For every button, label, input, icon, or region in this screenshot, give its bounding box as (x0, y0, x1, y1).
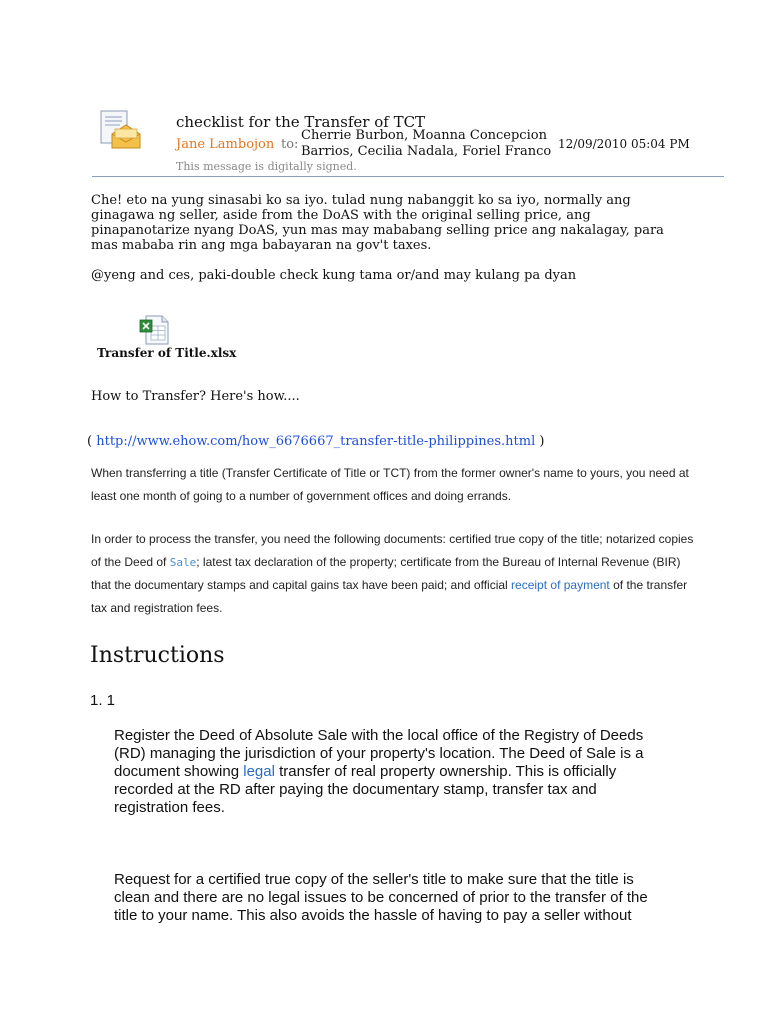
recipients-line: Cherrie Burbon, Moanna Concepcion (301, 128, 547, 143)
excel-file-icon[interactable] (138, 314, 170, 346)
source-link[interactable]: http://www.ehow.com/how_6676667_transfer-title-philippines.html (96, 434, 536, 449)
email-date: 12/09/2010 05:04 PM (558, 137, 690, 151)
article-paragraph: When transferring a title (Transfer Certificate of Title or TCT) from the former owner's name to yours, you need at least one month of going to a number of government offices and doing errands. (91, 466, 689, 503)
header-divider (92, 176, 724, 177)
text-segment: ; latest tax declaration of the property; certificate from the Bureau of Internal Revenue (BIR) that the documentary stamps and capital gains tax have been paid; and official (91, 555, 681, 592)
email-subject: checklist for the Transfer of TCT (176, 113, 426, 131)
signed-note: This message is digitally signed. (176, 160, 357, 173)
message-paragraph: @yeng and ces, paki-double check kung tama or/and may kulang pa dyan (91, 268, 577, 283)
legal-link[interactable]: legal (243, 763, 275, 780)
to-label: to: (281, 137, 299, 152)
sender-name[interactable]: Jane Lambojon (176, 137, 275, 152)
text-segment: of the transfer tax and registration fees. (91, 578, 688, 615)
instructions-heading: Instructions (90, 643, 225, 668)
sale-link[interactable]: Sale (169, 556, 197, 569)
source-link-line (87, 434, 544, 449)
step-paragraph: Request for a certified true copy of the seller's title to make sure that the title is clean and there are no legal issues to be concerned of prior to the transfer of the title to your name. This also avoids the hassle of having to pay a seller without (114, 871, 648, 924)
list-number: 1. 1 (90, 692, 116, 709)
article-paragraph (91, 528, 701, 620)
attachment-name[interactable]: Transfer of Title.xlsx (97, 346, 237, 360)
recipients-line: Barrios, Cecilia Nadala, Foriel Franco (301, 144, 552, 159)
text-segment: Register the Deed of Absolute Sale with the local office of the Registry of Deeds (RD) managing the jurisdiction of your property's location. The Deed of Sale is a document showing (114, 727, 644, 780)
text-segment: transfer of real property ownership. This is officially recorded at the RD after paying the documentary stamp, transfer tax and registration fees. (114, 763, 617, 816)
text-segment: In order to process the transfer, you need the following documents: certified true copy of the title; notarized copies of the Deed of (91, 532, 694, 569)
recipients-list (301, 128, 551, 160)
receipt-of-payment-link[interactable]: receipt of payment (511, 578, 610, 592)
step-paragraph (114, 727, 654, 817)
howto-line: How to Transfer? Here's how.... (91, 389, 300, 404)
envelope-letter-icon (98, 108, 144, 152)
paren-close: ) (535, 434, 545, 449)
paren-open: ( (87, 434, 97, 449)
message-paragraph: Che! eto na yung sinasabi ko sa iyo. tulad nung nabanggit ko sa iyo, normally ang ginagawa ng seller, aside from the DoAS with the original selling price, ang pinapanotarize nyang DoAS, yun mas may mababang selling price ang nakalagay, para mas mababa rin ang mga babayaran na gov't taxes. (91, 193, 664, 253)
